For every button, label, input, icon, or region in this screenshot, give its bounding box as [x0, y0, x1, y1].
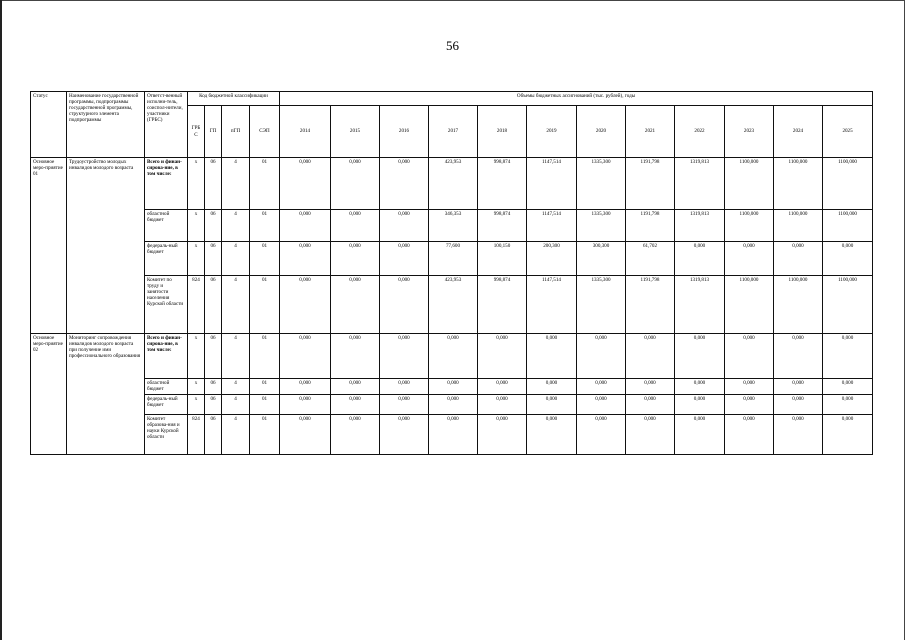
row-value: 0,000	[478, 395, 527, 415]
row-code: 01	[250, 415, 280, 455]
row-value: 0,000	[626, 395, 675, 415]
row-value: 0,000	[774, 242, 823, 276]
row-value: 0,000	[429, 379, 478, 395]
row-code: 01	[250, 276, 280, 334]
header-year: 2015	[331, 106, 380, 158]
row-code: х	[188, 334, 205, 379]
row-value: 1100,000	[774, 276, 823, 334]
header-status: Статус	[31, 92, 67, 158]
row-value: 0,000	[675, 379, 725, 395]
row-value: 0,000	[331, 210, 380, 242]
row-value: 0,000	[774, 334, 823, 379]
row-value: 0,000	[331, 395, 380, 415]
row-value: 0,000	[280, 158, 331, 210]
row-value: 0,000	[725, 379, 774, 395]
row-value: 300,300	[577, 242, 626, 276]
row-code: 06	[205, 276, 222, 334]
row-value: 0,000	[331, 334, 380, 379]
row-code: 4	[222, 415, 250, 455]
row-value: 1100,000	[823, 210, 873, 242]
row-value: 0,000	[280, 242, 331, 276]
row-value: 0,000	[331, 158, 380, 210]
row-code: 06	[205, 415, 222, 455]
row-value: 1100,000	[774, 158, 823, 210]
row-value: 1147,514	[527, 158, 577, 210]
row-code: 01	[250, 210, 280, 242]
row-value: 0,000	[380, 415, 429, 455]
header-responsible: Ответст-венный исполни-тель, соиспол-нители, участники (ГРБС)	[145, 92, 188, 158]
row-code: 06	[205, 242, 222, 276]
row-code: х	[188, 158, 205, 210]
row-value: 0,000	[280, 379, 331, 395]
row-code: 4	[222, 379, 250, 395]
row-value: 0,000	[478, 379, 527, 395]
row-value: 0,000	[429, 415, 478, 455]
row-value: 0,000	[774, 395, 823, 415]
row-value: 0,000	[774, 415, 823, 455]
row-responsible: областной бюджет	[145, 210, 188, 242]
row-value: 1335,300	[577, 158, 626, 210]
row-value: 0,000	[280, 210, 331, 242]
header-year: 2014	[280, 106, 331, 158]
row-responsible: Всего и финан-сирова-ние, в том числе:	[145, 158, 188, 210]
row-value: 0,000	[380, 276, 429, 334]
row-value: 0,000	[626, 334, 675, 379]
row-value: 0,000	[380, 379, 429, 395]
row-value: 0,000	[331, 276, 380, 334]
header-year: 2020	[577, 106, 626, 158]
row-responsible: Всего и финан-сирова-ние, в том числе:	[145, 334, 188, 379]
header-year: 2017	[429, 106, 478, 158]
row-value: 100,150	[478, 242, 527, 276]
table-row	[31, 334, 873, 379]
row-code: 01	[250, 379, 280, 395]
row-code: х	[188, 242, 205, 276]
row-responsible: областной бюджет	[145, 379, 188, 395]
header-year: 2023	[725, 106, 774, 158]
row-value: 0,000	[280, 334, 331, 379]
row-code: х	[188, 395, 205, 415]
row-code: 4	[222, 158, 250, 210]
row-responsible: Комитет по труду и занятости населения Курской области	[145, 276, 188, 334]
row-value: 200,300	[527, 242, 577, 276]
row-code: 4	[222, 210, 250, 242]
row-value: 0,000	[725, 242, 774, 276]
row-value: 0,000	[823, 415, 873, 455]
row-value: 61,702	[626, 242, 675, 276]
row-value: 0,000	[725, 395, 774, 415]
row-value: 1319,813	[675, 276, 725, 334]
row-value: 0,000	[527, 415, 577, 455]
row-value: 998,874	[478, 210, 527, 242]
row-value: 0,000	[331, 242, 380, 276]
row-code: 06	[205, 395, 222, 415]
row-value: 0,000	[823, 334, 873, 379]
row-value: 0,000	[725, 334, 774, 379]
row-value: 1191,798	[626, 276, 675, 334]
row-value: 1191,798	[626, 158, 675, 210]
header-code-col: пГП	[222, 106, 250, 158]
row-value: 0,000	[823, 379, 873, 395]
row-name: Трудоустройство молодых инвалидов молодого возраста	[67, 158, 145, 334]
row-value: 1191,798	[626, 210, 675, 242]
row-value: 998,874	[478, 158, 527, 210]
row-value: 0,000	[725, 415, 774, 455]
row-code: 01	[250, 395, 280, 415]
row-responsible: федераль-ный бюджет	[145, 242, 188, 276]
row-value: 0,000	[577, 334, 626, 379]
header-name: Наименование государственной программы, подпрограммы государственной программы, структурного элемента подпрограммы	[67, 92, 145, 158]
table-row	[31, 158, 873, 210]
row-name: Мониторинг сопровождения инвалидов молодого возраста при получение ими профессионального образования	[67, 334, 145, 455]
row-value: 998,874	[478, 276, 527, 334]
row-value: 346,353	[429, 210, 478, 242]
row-value: 0,000	[823, 395, 873, 415]
row-code: 06	[205, 158, 222, 210]
row-value: 1100,000	[725, 276, 774, 334]
row-value: 1100,000	[725, 158, 774, 210]
budget-table-body	[31, 92, 873, 455]
row-code: х	[188, 210, 205, 242]
row-value: 0,000	[429, 395, 478, 415]
row-value: 1335,300	[577, 276, 626, 334]
row-value: 1335,300	[577, 210, 626, 242]
page-number: 56	[446, 38, 459, 53]
row-value: 1100,000	[823, 158, 873, 210]
row-value: 0,000	[626, 415, 675, 455]
row-value: 1147,514	[527, 276, 577, 334]
header-year: 2019	[527, 106, 577, 158]
row-value: 0,000	[380, 210, 429, 242]
row-value: 0,000	[675, 334, 725, 379]
row-value: 0,000	[280, 395, 331, 415]
row-value: 0,000	[774, 379, 823, 395]
row-value: 0,000	[331, 379, 380, 395]
row-value: 77,600	[429, 242, 478, 276]
row-responsible: Комитет образова-ния и науки Курской области	[145, 415, 188, 455]
row-value: 0,000	[675, 242, 725, 276]
header-row	[31, 92, 873, 106]
row-value: 1319,813	[675, 158, 725, 210]
row-value: 0,000	[331, 415, 380, 455]
row-code: 4	[222, 395, 250, 415]
row-value: 1100,000	[823, 276, 873, 334]
row-code: 06	[205, 379, 222, 395]
row-value: 0,000	[429, 334, 478, 379]
header-year: 2025	[823, 106, 873, 158]
row-code: 06	[205, 210, 222, 242]
header-volumes: Объемы бюджетных ассигнований (тыс. рублей), годы	[280, 92, 873, 106]
table-row	[31, 379, 873, 395]
row-code: 4	[222, 276, 250, 334]
row-code: 01	[250, 334, 280, 379]
header-code: Код бюджетной классификации	[188, 92, 280, 106]
row-value: 0,000	[380, 242, 429, 276]
table-row	[31, 415, 873, 455]
scan-edge-left	[0, 0, 2, 640]
row-value: 1319,813	[675, 210, 725, 242]
row-responsible: федераль-ный бюджет	[145, 395, 188, 415]
budget-table	[30, 91, 873, 455]
table-row	[31, 210, 873, 242]
row-code: 824	[188, 415, 205, 455]
row-value: 423,953	[429, 158, 478, 210]
row-value: 0,000	[823, 242, 873, 276]
header-code-col: ГП	[205, 106, 222, 158]
row-value: 0,000	[280, 276, 331, 334]
row-value: 0,000	[527, 379, 577, 395]
header-year: 2024	[774, 106, 823, 158]
row-value: 0,000	[577, 395, 626, 415]
row-value: 0,000	[280, 415, 331, 455]
table-row	[31, 276, 873, 334]
row-value: 0,000	[380, 395, 429, 415]
row-value: 0,000	[675, 395, 725, 415]
table-row	[31, 242, 873, 276]
row-value: 0,000	[626, 379, 675, 395]
row-value: 1100,000	[774, 210, 823, 242]
header-year: 2021	[626, 106, 675, 158]
row-value: 0,000	[478, 415, 527, 455]
row-value: 423,953	[429, 276, 478, 334]
row-value: 0,000	[527, 395, 577, 415]
row-code: 06	[205, 334, 222, 379]
row-code: 824	[188, 276, 205, 334]
row-value: 1147,514	[527, 210, 577, 242]
header-code-col: ГРБ С	[188, 106, 205, 158]
header-year: 2016	[380, 106, 429, 158]
row-code: 4	[222, 242, 250, 276]
row-code: х	[188, 379, 205, 395]
row-status: Основное меро-приятие 02	[31, 334, 67, 455]
row-value: 0,000	[380, 334, 429, 379]
row-value: 0,000	[577, 415, 626, 455]
row-value: 0,000	[527, 334, 577, 379]
row-value: 0,000	[380, 158, 429, 210]
header-year: 2018	[478, 106, 527, 158]
row-code: 01	[250, 242, 280, 276]
table-row	[31, 395, 873, 415]
row-status: Основное меро-приятие 01	[31, 158, 67, 334]
scan-edge-top	[0, 0, 905, 1]
row-code: 4	[222, 334, 250, 379]
row-value: 0,000	[675, 415, 725, 455]
row-value: 1100,000	[725, 210, 774, 242]
header-year: 2022	[675, 106, 725, 158]
row-value: 0,000	[577, 379, 626, 395]
row-code: 01	[250, 158, 280, 210]
header-code-col: СЭП	[250, 106, 280, 158]
row-value: 0,000	[478, 334, 527, 379]
